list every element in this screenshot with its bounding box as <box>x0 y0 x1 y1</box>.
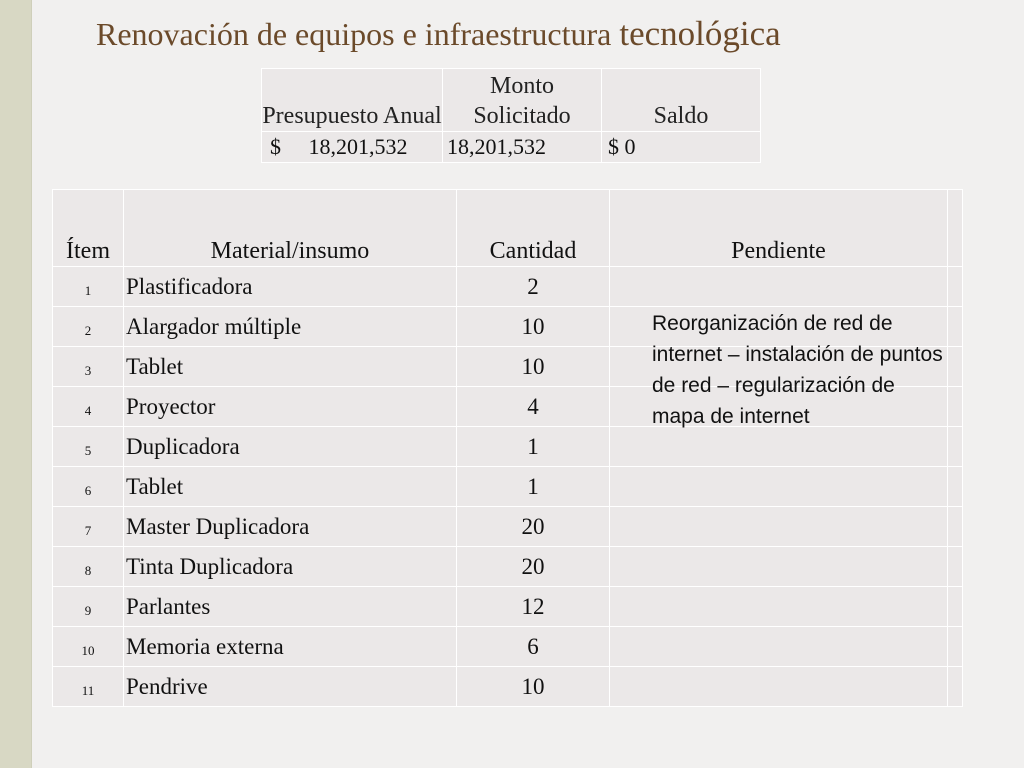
item-number: 2 <box>53 307 124 347</box>
item-quantity: 20 <box>457 547 610 587</box>
item-quantity: 10 <box>457 347 610 387</box>
slide-title-main: Renovación de equipos e infraestructura <box>96 16 620 52</box>
item-pending-cell <box>610 667 948 707</box>
item-quantity: 10 <box>457 307 610 347</box>
item-material: Tinta Duplicadora <box>124 547 457 587</box>
item-material: Master Duplicadora <box>124 507 457 547</box>
item-material: Alargador múltiple <box>124 307 457 347</box>
items-header-row <box>53 190 963 267</box>
item-extra-cell <box>948 267 963 307</box>
budget-value-presupuesto: $ 18,201,532 <box>262 132 443 163</box>
budget-header-row <box>262 69 761 132</box>
item-number: 4 <box>53 387 124 427</box>
item-material: Memoria externa <box>124 627 457 667</box>
table-row <box>53 507 963 547</box>
item-number: 5 <box>53 427 124 467</box>
item-material: Pendrive <box>124 667 457 707</box>
item-material: Duplicadora <box>124 427 457 467</box>
budget-header-monto: Monto Solicitado <box>443 69 602 132</box>
item-material: Tablet <box>124 347 457 387</box>
item-number: 1 <box>53 267 124 307</box>
budget-header-presupuesto: Presupuesto Anual <box>262 69 443 132</box>
item-quantity: 20 <box>457 507 610 547</box>
item-pending-cell <box>610 587 948 627</box>
table-row <box>53 667 963 707</box>
item-quantity: 6 <box>457 627 610 667</box>
item-pending-cell <box>610 547 948 587</box>
table-row <box>53 587 963 627</box>
slide-title <box>96 14 781 54</box>
slide-title-emph: tecnológica <box>619 14 781 53</box>
item-number: 9 <box>53 587 124 627</box>
budget-value-saldo: $ 0 <box>602 132 761 163</box>
item-pending-cell <box>610 427 948 467</box>
items-header-pendiente: Pendiente <box>610 190 948 267</box>
item-number: 3 <box>53 347 124 387</box>
table-row <box>53 547 963 587</box>
item-pending-cell <box>610 507 948 547</box>
slide-sidebar-band <box>0 0 32 768</box>
item-quantity: 1 <box>457 427 610 467</box>
items-table <box>52 189 963 707</box>
item-number: 8 <box>53 547 124 587</box>
table-row <box>53 627 963 667</box>
budget-value-monto: 18,201,532 <box>443 132 602 163</box>
item-number: 6 <box>53 467 124 507</box>
item-extra-cell <box>948 667 963 707</box>
budget-value-row <box>262 132 761 163</box>
item-extra-cell <box>948 547 963 587</box>
item-extra-cell <box>948 587 963 627</box>
budget-table <box>261 68 761 163</box>
budget-header-saldo: Saldo <box>602 69 761 132</box>
items-header-extra <box>948 190 963 267</box>
item-number: 7 <box>53 507 124 547</box>
items-header-cantidad: Cantidad <box>457 190 610 267</box>
item-extra-cell <box>948 507 963 547</box>
item-pending-cell <box>610 267 948 307</box>
pending-note: Reorganización de red de internet – instalación de puntos de red – regularización de mapa de internet <box>652 312 943 428</box>
item-material: Tablet <box>124 467 457 507</box>
item-extra-cell <box>948 627 963 667</box>
items-header-material: Material/insumo <box>124 190 457 267</box>
item-quantity: 12 <box>457 587 610 627</box>
item-material: Proyector <box>124 387 457 427</box>
item-quantity: 2 <box>457 267 610 307</box>
item-number: 10 <box>53 627 124 667</box>
item-pending-cell <box>610 467 948 507</box>
items-header-item: Ítem <box>53 190 124 267</box>
table-row <box>53 267 963 307</box>
item-quantity: 4 <box>457 387 610 427</box>
item-material: Parlantes <box>124 587 457 627</box>
item-material: Plastificadora <box>124 267 457 307</box>
item-extra-cell <box>948 427 963 467</box>
item-pending-cell <box>610 627 948 667</box>
item-quantity: 10 <box>457 667 610 707</box>
table-row <box>53 427 963 467</box>
item-extra-cell <box>948 467 963 507</box>
item-quantity: 1 <box>457 467 610 507</box>
table-row <box>53 467 963 507</box>
item-number: 11 <box>53 667 124 707</box>
